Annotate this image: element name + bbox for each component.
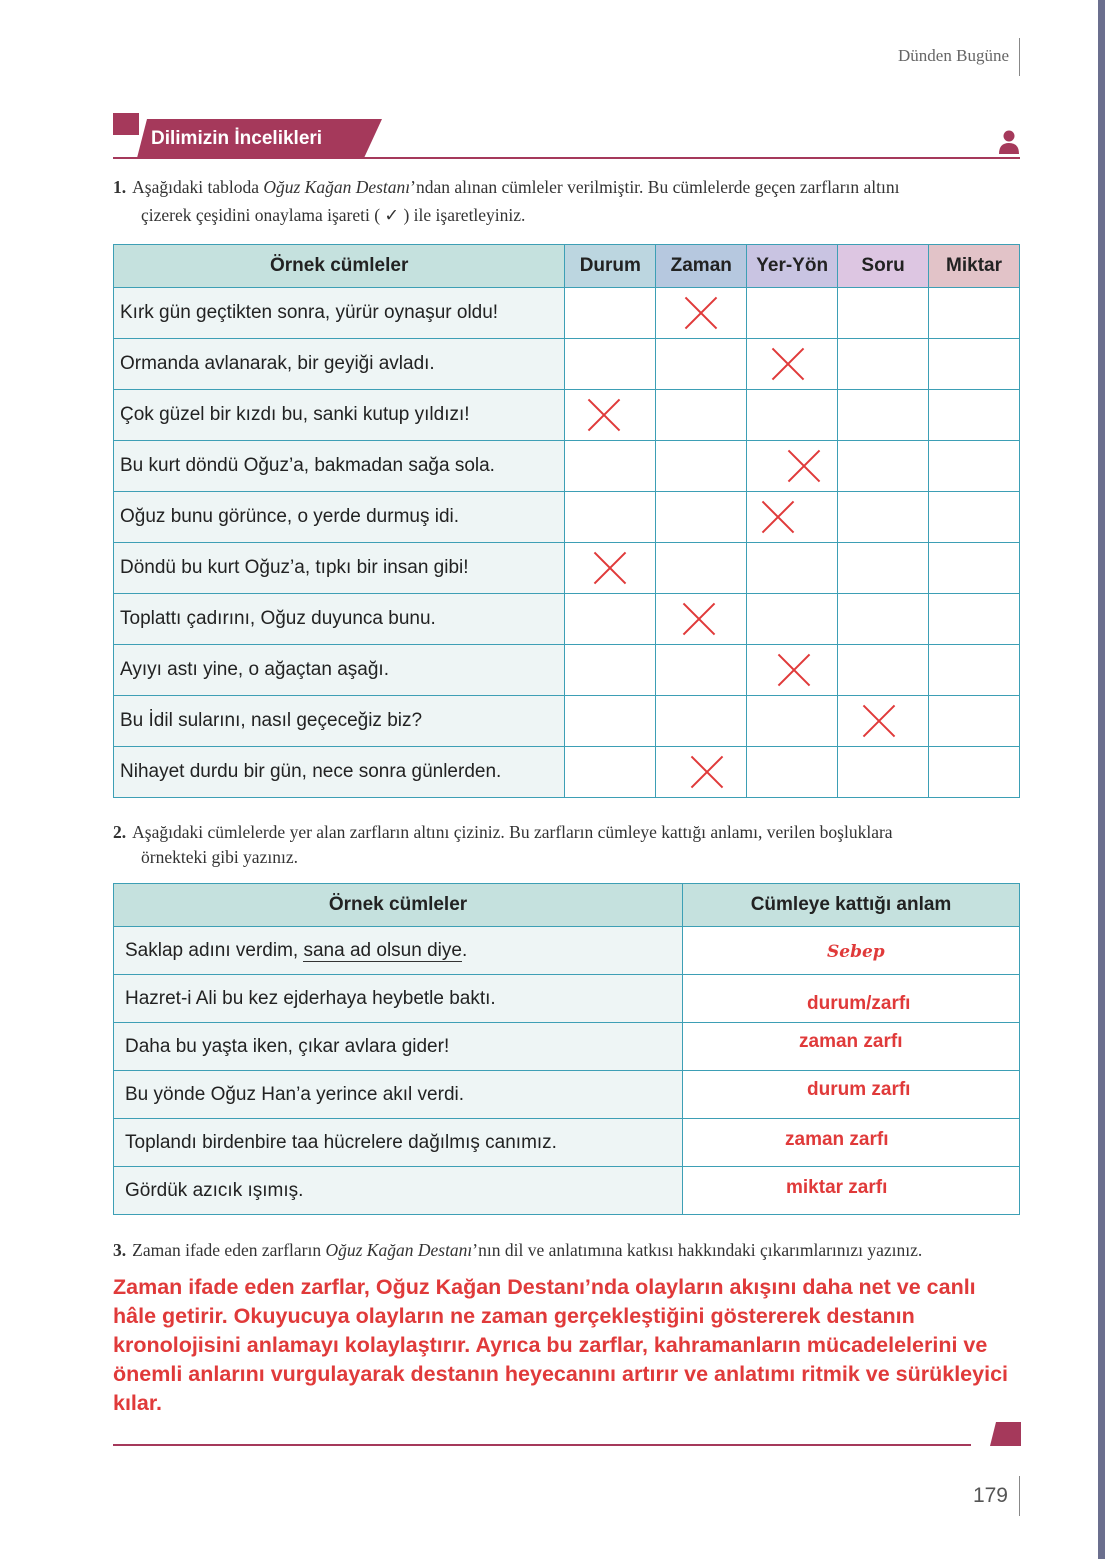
cross-mark-icon [761, 500, 795, 534]
cross-mark-icon [684, 296, 718, 330]
checkbox-cell[interactable] [565, 390, 656, 441]
cross-mark-icon [787, 449, 821, 483]
checkbox-cell[interactable] [656, 288, 747, 339]
checkbox-cell[interactable] [656, 390, 747, 441]
checkbox-cell[interactable] [565, 543, 656, 594]
work-title: Oğuz Kağan Destanı [325, 1240, 473, 1260]
cross-mark-icon [593, 551, 627, 585]
checkbox-cell[interactable] [838, 288, 929, 339]
table-row [114, 1071, 1020, 1119]
answer-cell[interactable] [683, 1023, 1020, 1071]
checkbox-cell[interactable] [747, 441, 838, 492]
example-sentence: Bu yönde Oğuz Han’a yerince akıl verdi. [114, 1071, 683, 1119]
column-header: Zaman [656, 245, 747, 288]
example-sentence: Daha bu yaşta iken, çıkar avlara gider! [114, 1023, 683, 1071]
table-row [114, 288, 1020, 339]
question-number: 1. [113, 177, 127, 197]
checkbox-cell[interactable] [838, 492, 929, 543]
table-row [114, 390, 1020, 441]
checkbox-cell[interactable] [565, 696, 656, 747]
answer-cell[interactable] [683, 1071, 1020, 1119]
checkbox-cell[interactable] [838, 441, 929, 492]
example-sentence: Hazret-i Ali bu kez ejderhaya heybetle baktı. [114, 975, 683, 1023]
checkbox-cell[interactable] [838, 543, 929, 594]
table-row [114, 1167, 1020, 1215]
example-sentence: Döndü bu kurt Oğuz’a, tıpkı bir insan gibi! [114, 543, 565, 594]
column-header: Örnek cümleler [114, 245, 565, 288]
table-row [114, 927, 1020, 975]
work-title: Oğuz Kağan Destanı [263, 177, 411, 197]
question-1 [113, 173, 1019, 229]
question-2 [113, 820, 1019, 870]
checkbox-cell[interactable] [929, 594, 1020, 645]
checkbox-cell[interactable] [656, 594, 747, 645]
checkbox-cell[interactable] [929, 492, 1020, 543]
adverb-type-table [113, 244, 1020, 798]
example-sentence: Oğuz bunu görünce, o yerde durmuş idi. [114, 492, 565, 543]
checkbox-cell[interactable] [747, 696, 838, 747]
cross-mark-icon [862, 704, 896, 738]
person-icon [998, 130, 1020, 154]
page-number: 179 [972, 1484, 1008, 1507]
checkbox-cell[interactable] [929, 543, 1020, 594]
example-sentence: Toplattı çadırını, Oğuz duyunca bunu. [114, 594, 565, 645]
cross-mark-icon [771, 347, 805, 381]
answer-cell[interactable] [683, 1119, 1020, 1167]
cross-mark-icon [690, 755, 724, 789]
checkbox-cell[interactable] [838, 339, 929, 390]
checkbox-cell[interactable] [747, 339, 838, 390]
checkbox-cell[interactable] [747, 492, 838, 543]
header-divider [1019, 38, 1020, 76]
checkbox-cell[interactable] [565, 645, 656, 696]
checkbox-cell[interactable] [565, 492, 656, 543]
answer-cell[interactable] [683, 1167, 1020, 1215]
table-row [114, 1023, 1020, 1071]
example-sentence: Bu kurt döndü Oğuz’a, bakmadan sağa sola. [114, 441, 565, 492]
checkbox-cell[interactable] [565, 747, 656, 798]
example-sentence: Gördük azıcık ışımış. [114, 1167, 683, 1215]
column-header: Cümleye kattığı anlam [683, 884, 1020, 927]
question-text: ’nın dil ve anlatımına katkısı hakkındaki çıkarımlarınızı yazınız. [472, 1240, 923, 1260]
checkbox-cell[interactable] [656, 339, 747, 390]
table-row [114, 645, 1020, 696]
answer-paragraph[interactable]: Zaman ifade eden zarflar, Oğuz Kağan Destanı’nda olayların akışını daha net ve canlı hâle getirir. Okuyucuya olayların ne zaman gerçekleştiğini göstererek destanın kronolojisini anlamayı kolaylaştırır. Ayrıca bu zarflar, kahramanların mücadelelerini ve önemli anlarını vurgulayarak destanın heyecanını artırır ve anlatımı ritmik ve sürükleyici kılar. [113, 1275, 1009, 1415]
checkbox-cell[interactable] [838, 390, 929, 441]
checkbox-cell[interactable] [565, 288, 656, 339]
checkbox-cell[interactable] [838, 645, 929, 696]
checkbox-cell[interactable] [929, 696, 1020, 747]
table-row [114, 339, 1020, 390]
answer-cell[interactable] [683, 975, 1020, 1023]
cross-mark-icon [587, 398, 621, 432]
question-text: ’ndan alınan cümleler verilmiştir. Bu cümlelerde geçen zarfların altını [410, 177, 900, 197]
answer-text: durum/zarfı [807, 993, 911, 1014]
example-sentence: Çok güzel bir kızdı bu, sanki kutup yıldızı! [114, 390, 565, 441]
example-sentence: Saklap adını verdim, sana ad olsun diye. [114, 927, 683, 975]
section-underline [113, 157, 1020, 159]
example-sentence: Ayıyı astı yine, o ağaçtan aşağı. [114, 645, 565, 696]
checkbox-cell[interactable] [656, 492, 747, 543]
checkbox-cell[interactable] [656, 543, 747, 594]
answer-text: miktar zarfı [786, 1177, 888, 1198]
table-row [114, 543, 1020, 594]
table-row [114, 1119, 1020, 1167]
checkbox-cell[interactable] [838, 747, 929, 798]
checkbox-cell[interactable] [656, 696, 747, 747]
running-head: Dünden Bugüne [898, 46, 1009, 65]
checkbox-cell[interactable] [747, 594, 838, 645]
table-row [114, 696, 1020, 747]
column-header: Yer-Yön [747, 245, 838, 288]
checkbox-cell[interactable] [747, 747, 838, 798]
question-text: Aşağıdaki tabloda [132, 177, 264, 197]
checkbox-cell[interactable] [656, 747, 747, 798]
checkbox-cell[interactable] [929, 390, 1020, 441]
answer-text: Sebep [827, 942, 885, 962]
table-row [114, 747, 1020, 798]
section-title: Dilimizin İncelikleri [151, 128, 323, 149]
question-text: Zaman ifade eden zarfların [132, 1240, 326, 1260]
example-sentence: Toplandı birdenbire taa hücrelere dağılmış canımız. [114, 1119, 683, 1167]
checkbox-cell[interactable] [929, 645, 1020, 696]
footer-divider [1019, 1476, 1020, 1516]
cross-mark-icon [777, 653, 811, 687]
table-row [114, 441, 1020, 492]
checkbox-cell[interactable] [656, 441, 747, 492]
question-text-line2: örnekteki gibi yazınız. [141, 847, 298, 867]
checkbox-cell[interactable] [747, 645, 838, 696]
example-sentence: Nihayet durdu bir gün, nece sonra günlerden. [114, 747, 565, 798]
table-row [114, 975, 1020, 1023]
underlined-adverb: sana ad olsun diye [303, 939, 462, 961]
checkbox-cell[interactable] [565, 594, 656, 645]
checkbox-cell[interactable] [838, 696, 929, 747]
cross-mark-icon [682, 602, 716, 636]
table-row [114, 594, 1020, 645]
question-text: Aşağıdaki cümlelerde yer alan zarfların altını çiziniz. Bu zarfların cümleye kattığı anlamı, verilen boşluklara [132, 822, 893, 842]
side-color-strip [1098, 0, 1105, 1559]
column-header: Miktar [929, 245, 1020, 288]
question-number: 3. [113, 1240, 127, 1260]
column-header: Durum [565, 245, 656, 288]
question-text-line2: çizerek çeşidini onaylama işareti ( ✓ ) ile işaretleyiniz. [141, 205, 526, 225]
checkbox-cell[interactable] [565, 441, 656, 492]
checkbox-cell[interactable] [929, 288, 1020, 339]
checkbox-cell[interactable] [929, 441, 1020, 492]
checkbox-cell[interactable] [747, 288, 838, 339]
footer-rule [113, 1444, 971, 1446]
answer-text: durum zarfı [807, 1079, 911, 1100]
footer-block [990, 1422, 1021, 1446]
checkbox-cell[interactable] [929, 747, 1020, 798]
table-row [114, 492, 1020, 543]
checkbox-cell[interactable] [565, 339, 656, 390]
column-header: Soru [838, 245, 929, 288]
checkbox-cell[interactable] [747, 543, 838, 594]
answer-text: zaman zarfı [785, 1129, 889, 1150]
answer-text: zaman zarfı [799, 1031, 903, 1052]
section-corner-block [113, 113, 139, 135]
example-sentence: Bu İdil sularını, nasıl geçeceğiz biz? [114, 696, 565, 747]
checkbox-cell[interactable] [838, 594, 929, 645]
checkbox-cell[interactable] [656, 645, 747, 696]
column-header: Örnek cümleler [114, 884, 683, 927]
answer-cell[interactable] [683, 927, 1020, 975]
checkbox-cell[interactable] [929, 339, 1020, 390]
adverb-meaning-table [113, 883, 1020, 1215]
checkbox-cell[interactable] [747, 390, 838, 441]
example-sentence: Ormanda avlanarak, bir geyiği avladı. [114, 339, 565, 390]
question-3 [113, 1236, 1019, 1264]
question-number: 2. [113, 822, 127, 842]
example-sentence: Kırk gün geçtikten sonra, yürür oynaşur oldu! [114, 288, 565, 339]
